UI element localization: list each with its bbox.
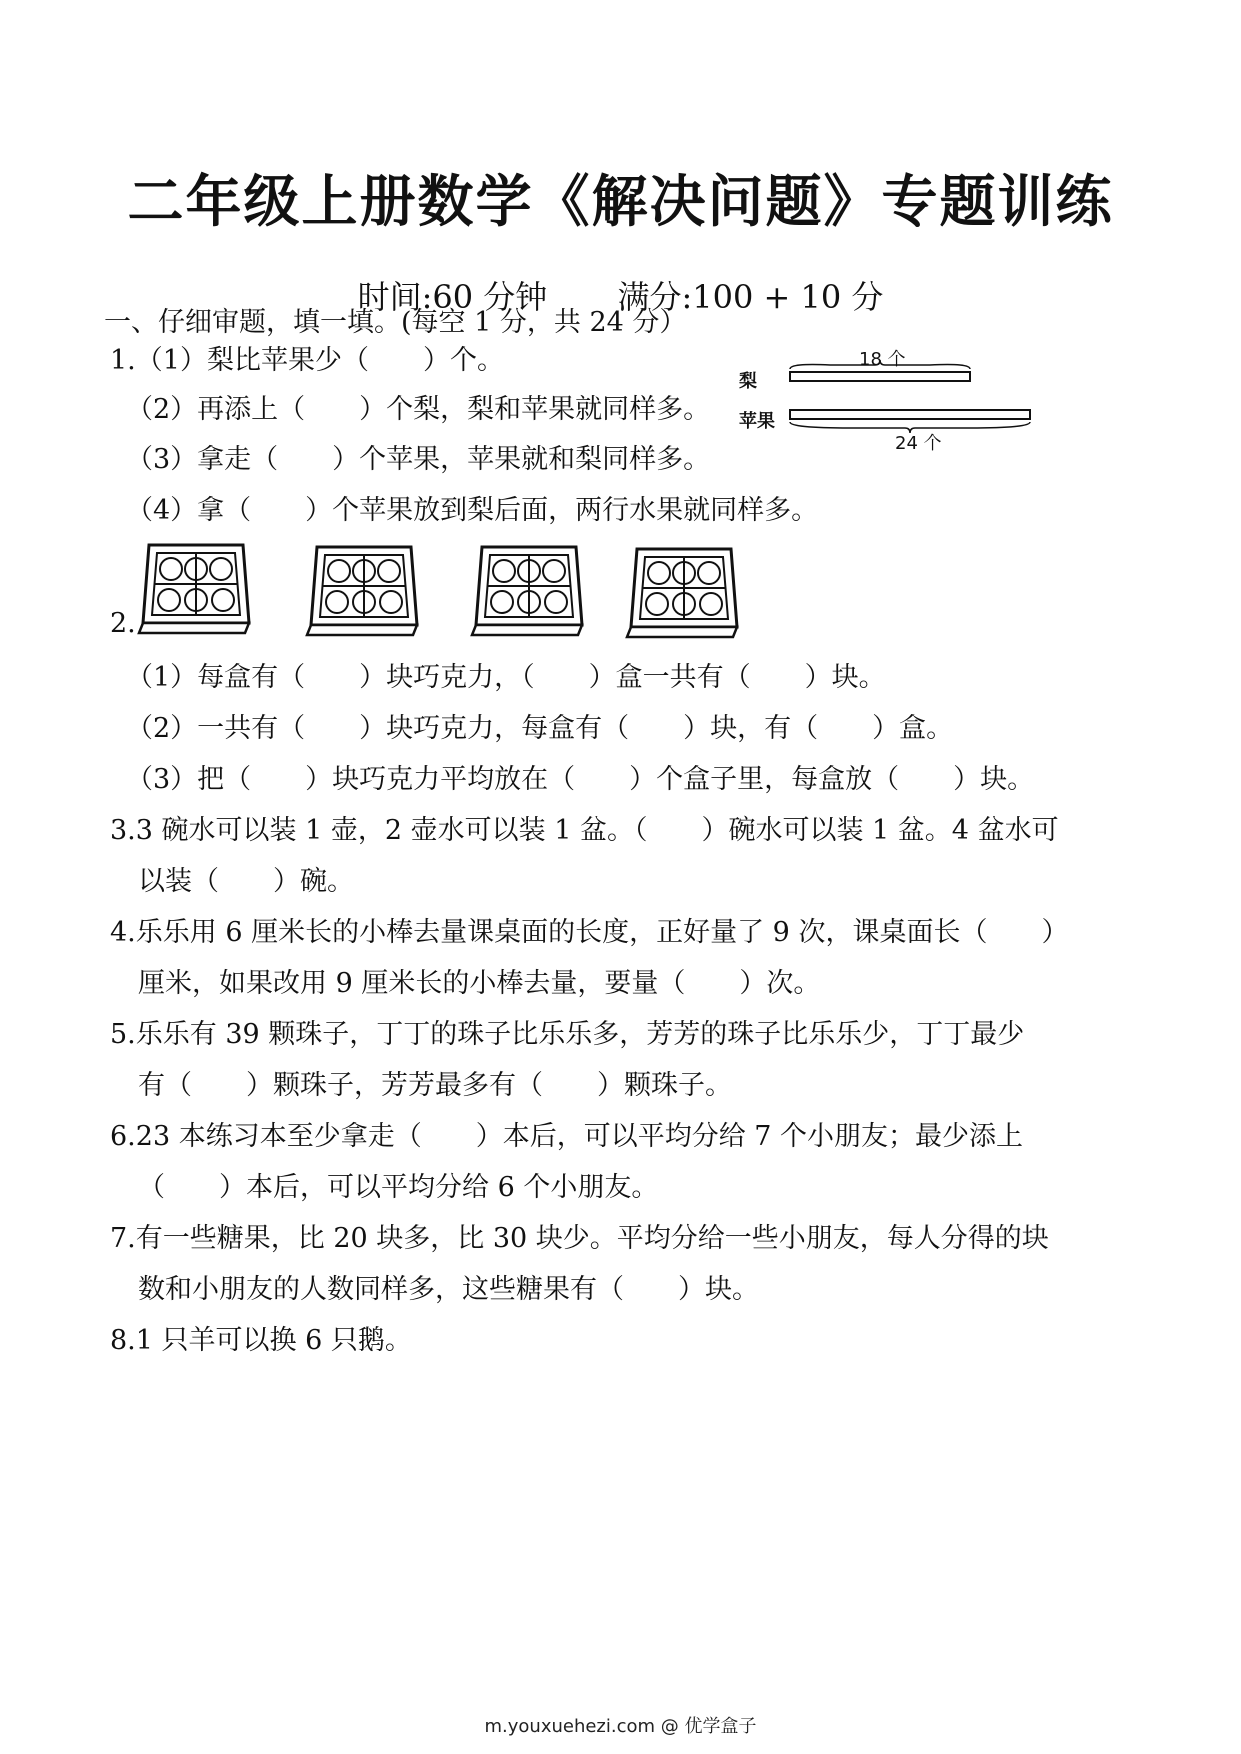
pear-count-label: 18 个 (859, 349, 906, 370)
chocolate-box-3 (472, 547, 582, 635)
q6-line2: （ ）本后，可以平均分给 6 个小朋友。 (138, 1172, 659, 1203)
q2-part1: （1）每盒有（ ）块巧克力，（ ）盒一共有（ ）块。 (126, 662, 886, 693)
q6-line1: 6.23 本练习本至少拿走（ ）本后，可以平均分给 7 个小朋友；最少添上 (110, 1121, 1024, 1152)
q4-line1: 4.乐乐用 6 厘米长的小棒去量课桌面的长度，正好量了 9 次，课桌面长（ ） (110, 917, 1069, 948)
chocolate-box-4 (627, 549, 737, 637)
exam-score: 满分:100 + 10 分 (617, 278, 884, 316)
section-heading: 一、仔细审题，填一填。(每空 1 分，共 24 分） (104, 307, 687, 338)
pear-brace (790, 360, 970, 369)
apple-label: 苹果 (739, 411, 775, 432)
pear-bar (790, 372, 970, 381)
q1-part2: （2）再添上（ ）个梨，梨和苹果就同样多。 (126, 394, 711, 425)
q7-line2: 数和小朋友的人数同样多，这些糖果有（ ）块。 (138, 1274, 759, 1305)
q5-line2: 有（ ）颗珠子，芳芳最多有（ ）颗珠子。 (138, 1070, 732, 1101)
q1-part4: （4）拿（ ）个苹果放到梨后面，两行水果就同样多。 (126, 495, 819, 526)
q1-stem: 1.（1）梨比苹果少（ ）个。 (110, 345, 504, 376)
bar-diagram-graphics (735, 345, 1035, 455)
apple-bar (790, 410, 1030, 419)
q3-line1: 3.3 碗水可以装 1 壶，2 壶水可以装 1 盆。（ ）碗水可以装 1 盆。4 盆水可 (110, 815, 1059, 846)
q2-part2: （2）一共有（ ）块巧克力，每盒有（ ）块，有（ ）盒。 (126, 713, 954, 744)
apple-brace (790, 422, 1030, 433)
chocolate-box-2 (307, 547, 417, 635)
q2-part3: （3）把（ ）块巧克力平均放在（ ）个盒子里，每盒放（ ）块。 (126, 764, 1035, 795)
pear-label: 梨 (739, 371, 757, 392)
chocolate-box-1 (139, 545, 249, 633)
page-title: 二年级上册数学《解决问题》专题训练 (127, 170, 1114, 235)
exam-time: 时间:60 分钟 (357, 278, 548, 316)
q3-line2: 以装（ ）碗。 (138, 866, 354, 897)
q8-line1: 8.1 只羊可以换 6 只鹅。 (110, 1325, 412, 1356)
footer-watermark: m.youxuehezi.com @ 优学盒子 (484, 1716, 757, 1737)
q5-line1: 5.乐乐有 39 颗珠子，丁丁的珠子比乐乐多，芳芳的珠子比乐乐少，丁丁最少 (110, 1019, 1025, 1050)
q7-line1: 7.有一些糖果，比 20 块多，比 30 块少。平均分给一些小朋友，每人分得的块 (110, 1223, 1049, 1254)
chocolate-boxes-illustration (135, 535, 775, 640)
q4-line2: 厘米，如果改用 9 厘米长的小棒去量，要量（ ）次。 (138, 968, 821, 999)
q2-number: 2. (110, 608, 136, 639)
pear-apple-diagram (735, 345, 1035, 455)
apple-count-label: 24 个 (895, 433, 942, 454)
q1-part3: （3）拿走（ ）个苹果，苹果就和梨同样多。 (126, 444, 711, 475)
